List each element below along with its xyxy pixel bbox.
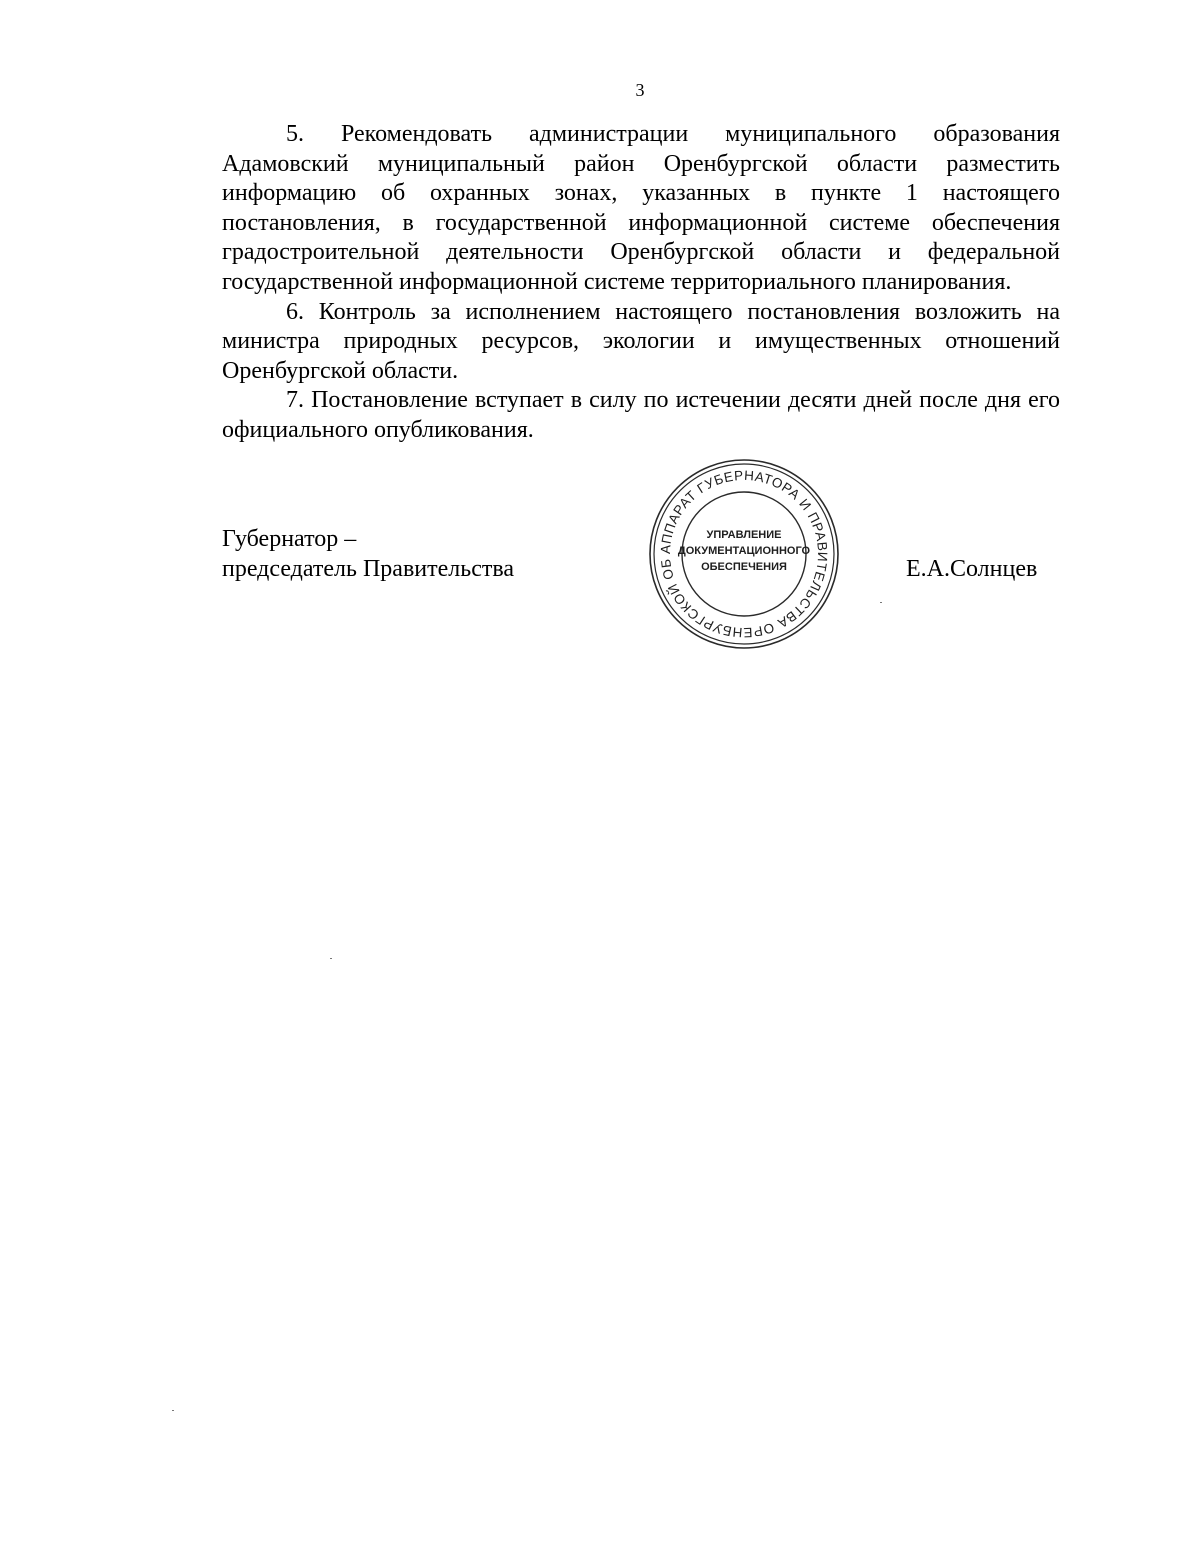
document-body xyxy=(222,120,1060,446)
seal-graphic xyxy=(646,456,842,652)
signatory-title-line-2: председатель Правительства xyxy=(222,556,515,582)
signatory-title xyxy=(222,524,514,584)
paragraph-5: 5. Рекомендовать администрации муниципального образования Адамовский муниципальный район Оренбургской области разместить информацию об охранных зонах, указанных в пункте 1 настоящего постановления, в государственной информационной системе обеспечения градостроительной деятельности Оренбургской области и федеральной государственной информационной системе территориального планирования. xyxy=(222,121,1060,295)
seal-center-line-2: ДОКУМЕНТАЦИОННОГО xyxy=(677,545,811,557)
official-seal xyxy=(646,456,842,652)
seal-center-line-3: ОБЕСПЕЧЕНИЯ xyxy=(701,561,787,573)
paragraph-6: 6. Контроль за исполнением настоящего постановления возложить на министра природных ресурсов, экологии и имущественных отношений Оренбургской области. xyxy=(222,298,1060,384)
scan-speck xyxy=(880,602,882,603)
scan-speck xyxy=(330,958,332,959)
scan-speck xyxy=(172,1410,174,1411)
seal-center-line-1: УПРАВЛЕНИЕ xyxy=(706,529,782,541)
paragraph-7: 7. Постановление вступает в силу по истечении десяти дней после дня его официального опубликования. xyxy=(222,387,1060,443)
signatory-name: Е.А.Солнцев xyxy=(906,556,1038,582)
seal-ring-text: АППАРАТ ГУБЕРНАТОРА И ПРАВИТЕЛЬСТВА ОРЕНБУРГСКОЙ ОБ xyxy=(657,467,831,641)
signatory-title-line-1: Губернатор – xyxy=(222,526,357,552)
page-number: 3 xyxy=(635,80,645,100)
